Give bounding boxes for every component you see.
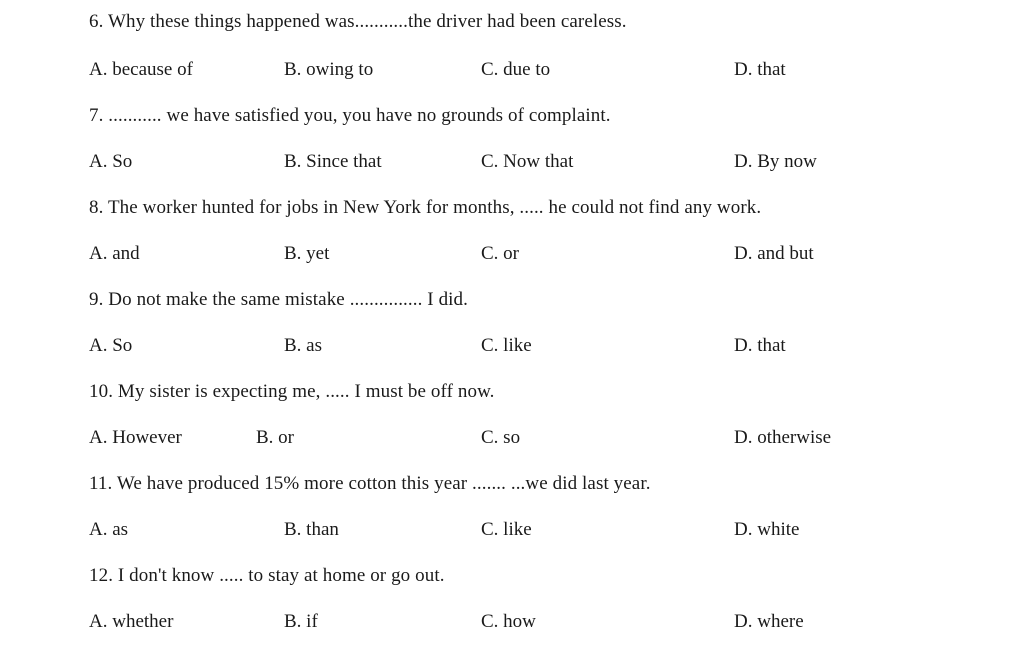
option-12b: B. if [284, 611, 318, 632]
option-7a: A. So [89, 151, 133, 172]
option-6a: A. because of [89, 59, 193, 80]
question-11: 11. We have produced 15% more cotton this year ....... ...we did last year. [89, 473, 651, 494]
option-9c: C. like [481, 335, 532, 356]
option-12d: D. where [734, 611, 804, 632]
question-6: 6. Why these things happened was...........the driver had been careless. [89, 11, 627, 32]
option-10d: D. otherwise [734, 427, 832, 448]
option-12a: A. whether [89, 611, 174, 632]
option-6d: D. that [734, 59, 786, 80]
question-7: 7. ........... we have satisfied you, you have no grounds of complaint. [89, 105, 611, 126]
option-8d: D. and but [734, 243, 814, 264]
option-10a: A. However [89, 427, 182, 448]
option-7d: D. By now [734, 151, 817, 172]
question-9: 9. Do not make the same mistake ............... I did. [89, 289, 468, 310]
option-6c: C. due to [481, 59, 551, 80]
question-12: 12. I don't know ..... to stay at home or go out. [89, 565, 445, 586]
option-6b: B. owing to [284, 59, 374, 80]
option-8b: B. yet [284, 243, 330, 264]
question-8: 8. The worker hunted for jobs in New York for months, ..... he could not find any work. [89, 197, 762, 218]
option-9d: D. that [734, 335, 786, 356]
option-8a: A. and [89, 243, 140, 264]
question-10: 10. My sister is expecting me, ..... I must be off now. [89, 381, 495, 402]
option-9b: B. as [284, 335, 322, 356]
option-10c: C. so [481, 427, 521, 448]
option-11a: A. as [89, 519, 129, 540]
option-11c: C. like [481, 519, 532, 540]
option-7c: C. Now that [481, 151, 574, 172]
option-10b: B. or [256, 427, 294, 448]
option-9a: A. So [89, 335, 133, 356]
option-11d: D. white [734, 519, 800, 540]
option-11b: B. than [284, 519, 339, 540]
option-8c: C. or [481, 243, 519, 264]
option-12c: C. how [481, 611, 536, 632]
option-7b: B. Since that [284, 151, 382, 172]
